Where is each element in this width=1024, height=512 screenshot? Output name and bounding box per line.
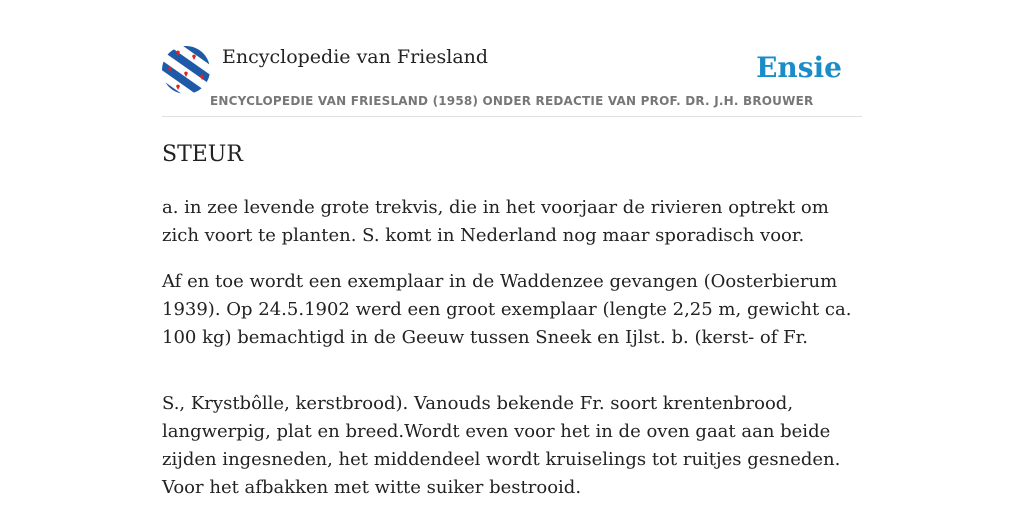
entry-title: STEUR — [162, 142, 243, 167]
entry-paragraph: S., Krystbôlle, kerstbrood). Vanouds bekende Fr. soort krentenbrood, langwerpig, plat en breed.Wordt even voor het in de oven gaat aan beide zijden ingesneden, het middendeel wordt kruiselings tot ruitjes gesneden. Voor het afbakken met witte suiker bestrooid. — [162, 393, 841, 498]
brand-logo[interactable]: Ensie — [756, 51, 842, 84]
site-title[interactable]: Encyclopedie van Friesland — [222, 46, 489, 68]
encyclopedia-subtitle: ENCYCLOPEDIE VAN FRIESLAND (1958) ONDER REDACTIE VAN PROF. DR. J.H. BROUWER — [210, 94, 814, 108]
friesland-flag-logo-icon[interactable] — [162, 46, 210, 94]
entry-content — [162, 142, 862, 512]
entry-paragraph: Af en toe wordt een exemplaar in de Waddenzee gevangen (Oosterbierum 1939). Op 24.5.1902 werd een groot exemplaar (lengte 2,25 m, gewicht ca. 100 kg) bemachtigd in de Geeuw tussen Sneek en Ijlst. b. (kerst- of Fr. — [162, 271, 852, 348]
entry-paragraph: a. in zee levende grote trekvis, die in het voorjaar de rivieren optrekt om zich voort te planten. S. komt in Nederland nog maar sporadisch voor. — [162, 197, 829, 246]
site-header — [162, 44, 862, 117]
